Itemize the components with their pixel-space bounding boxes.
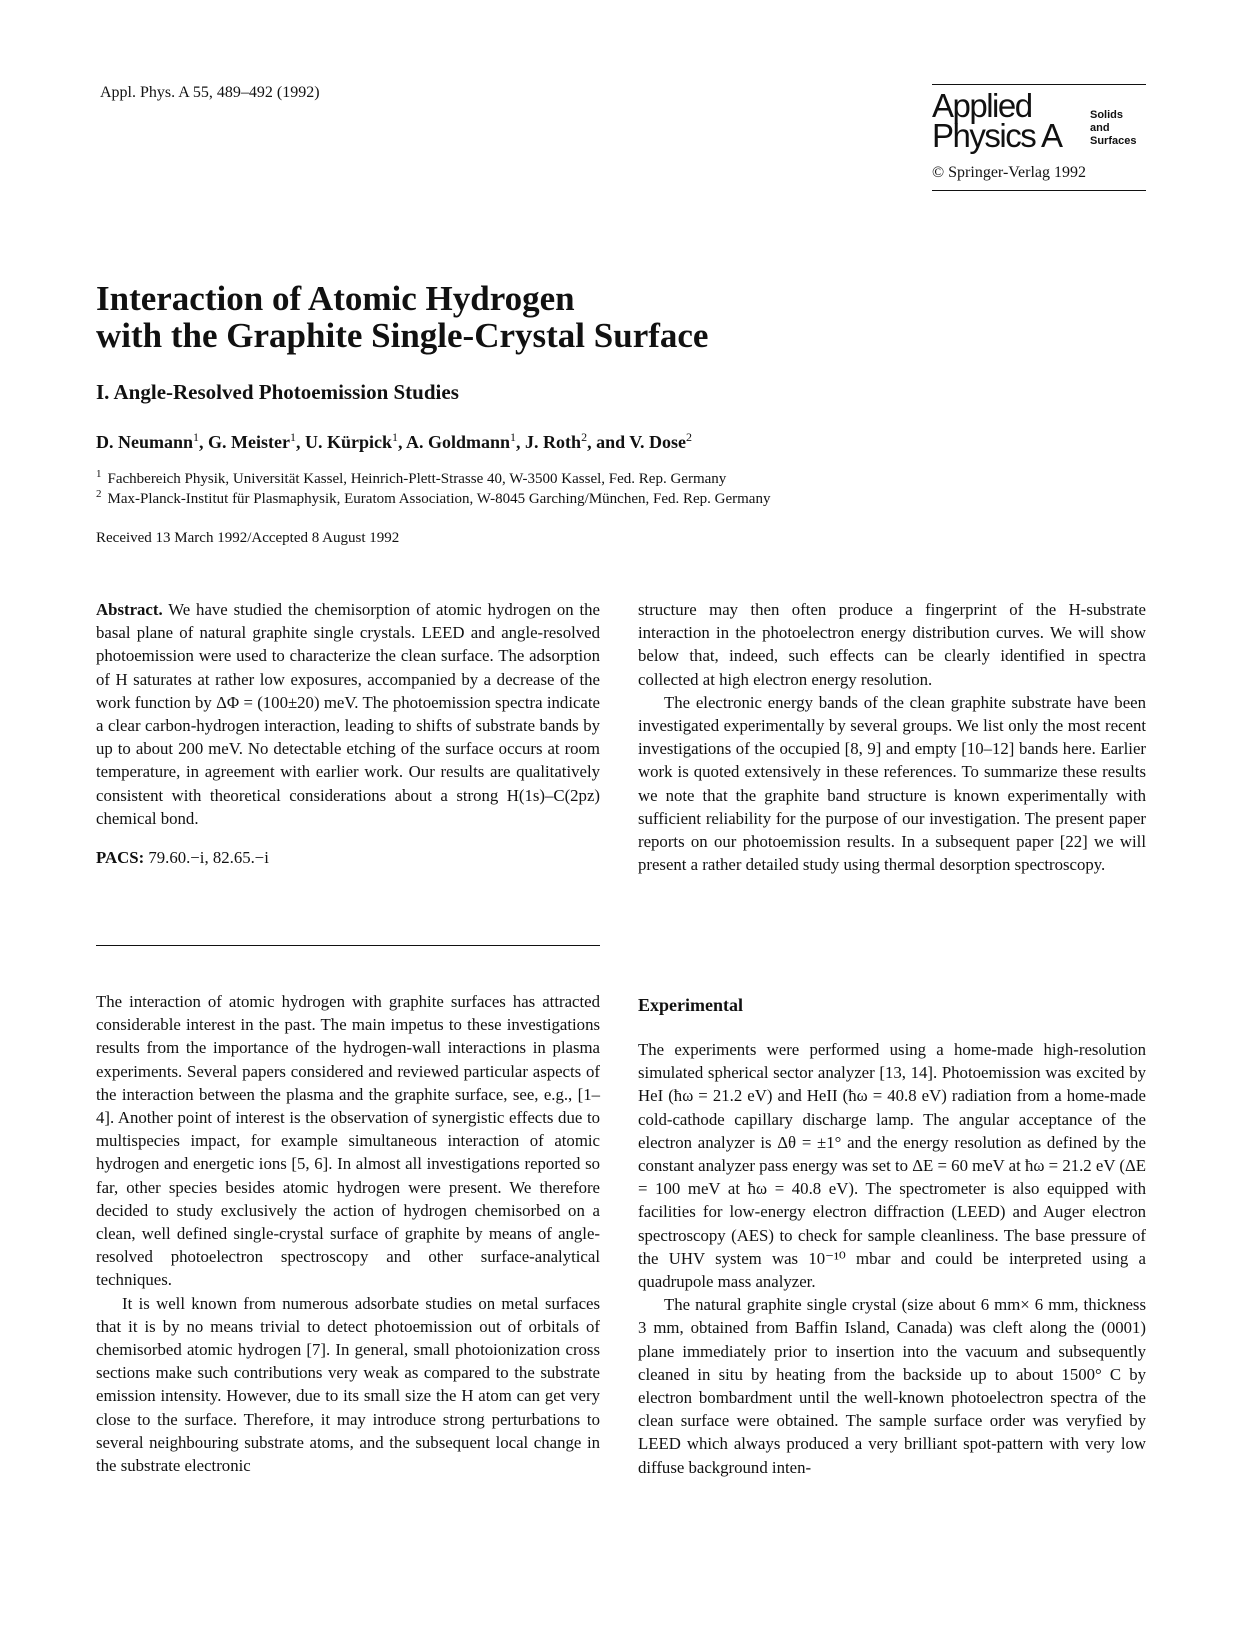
left-body: [96, 990, 600, 1477]
author-sep: ,: [398, 432, 407, 452]
paper-subtitle: I. Angle-Resolved Photoemission Studies: [96, 380, 459, 404]
author-affil-mark: 1: [193, 430, 200, 444]
author-name: A. Goldmann: [406, 432, 511, 452]
logo-rule-top: [932, 84, 1146, 85]
journal-logo-box: [932, 84, 1146, 192]
journal-citation: Appl. Phys. A 55, 489–492 (1992): [100, 84, 320, 101]
received-date: Received 13 March 1992/Accepted 8 August 1992: [96, 530, 400, 546]
body-paragraph: The natural graphite single crystal (size about 6 mm× 6 mm, thickness 3 mm, obtained from Baffin Island, Canada) was cleft along the (0001) plane immediately prior to insertion into the vacuum and subsequently cleaned in situ by heating from the backside up to about 1500° C by electron bombardment until the well-known photoelectron spectra of the clean surface were obtained. The sample surface order was veryfied by LEED which always produced a very brilliant spot-pattern with very low diffuse background inten-: [638, 1295, 1146, 1477]
author-affil-mark: 1: [289, 430, 296, 444]
body-paragraph: It is well known from numerous adsorbate studies on metal surfaces that it is by no means trivial to detect photoemission out of orbitals of chemisorbed atomic hydrogen [7]. In general, small photoionization cross sections make such contributions very weak as compared to the substrate emission intensity. However, due to its small size the H atom can get very close to the surface. Therefore, it may introduce strong perturbations to several neighbouring substrate atoms, and the subsequent local change in the substrate electronic: [96, 1293, 600, 1476]
author-sep: ,: [295, 432, 305, 452]
author-name: G. Meister: [208, 432, 290, 452]
logo-rule-bottom: [932, 190, 1146, 191]
pacs-codes: 79.60.−i, 82.65.−i: [148, 848, 269, 868]
abstract-divider: [96, 945, 600, 946]
abstract-label: Abstract.: [96, 600, 163, 619]
logo-small-solids: Solids: [1090, 109, 1124, 121]
affiliation-text: Fachbereich Physik, Universität Kassel, Heinrich-Plett-Strasse 40, W-3500 Kassel, Fed. Rep. Germany: [107, 471, 727, 487]
affiliation-number: 1: [96, 468, 102, 480]
author-name: V. Dose: [629, 432, 686, 452]
author-name: U. Kürpick: [304, 432, 392, 452]
author-sep: ,: [516, 432, 526, 452]
author-affil-mark: 1: [392, 430, 398, 444]
abstract: [96, 598, 600, 869]
abstract-text: We have studied the chemisorption of atomic hydrogen on the basal plane of natural graphite single crystals. LEED and angle-resolved photoemission were used to characterize the clean surface. The adsorption of H saturates at rather low exposures, accompanied by a decrease of the work function by ΔΦ = (100±20) meV. The photoemission spectra indicate a clear carbon-hydrogen interaction, leading to shifts of substrate bands by up to about 200 meV. No detectable etching of the surface occurs at room temperature, in agreement with earlier work. Our results are qualitatively consistent with theoretical considerations about a strong H(1s)–C(2pz) chemical bond.: [96, 600, 600, 828]
author-list: [96, 430, 692, 453]
logo-physics-a: Physics A: [932, 117, 1062, 154]
right-body-top: [638, 598, 1146, 876]
author-sep: , and: [587, 432, 630, 452]
affiliation-2: [96, 488, 770, 508]
title-line-2: with the Graphite Single-Crystal Surface: [96, 316, 709, 355]
logo-small-and: and: [1090, 122, 1110, 134]
author-name: D. Neumann: [96, 432, 194, 452]
copyright: © Springer-Verlag 1992: [932, 164, 1087, 181]
body-paragraph: structure may then often produce a fingerprint of the H-substrate interaction in the photoelectron energy distribution curves. We will show below that, indeed, such effects can be clearly identified in spectra collected at high electron energy resolution.: [638, 600, 1146, 689]
affiliation-1: [96, 468, 726, 488]
logo-applied: Applied: [932, 87, 1032, 124]
body-paragraph: The interaction of atomic hydrogen with graphite surfaces has attracted considerable interest in the past. The main impetus to these investigations results from the importance of the hydrogen-wall interactions in plasma experiments. Several papers considered and reviewed particular aspects of the interaction between the plasma and the graphite surface, see, e.g., [1–4]. Another point of interest is the observation of synergistic effects due to multispecies impact, for example simultaneous interaction of atomic hydrogen and energetic ions [5, 6]. In almost all investigations reported so far, other species besides atomic hydrogen were present. We therefore decided to study exclusively the action of hydrogen chemisorbed on a clean, well defined single-crystal surface of graphite by means of angle-resolved photoelectron spectroscopy and other surface-analytical techniques.: [96, 992, 600, 1290]
author-affil-mark: 1: [510, 430, 517, 444]
affiliation-text: Max-Planck-Institut für Plasmaphysik, Euratom Association, W-8045 Garching/München, Fed. Rep. Germany: [107, 491, 771, 507]
author-affil-mark: 2: [581, 430, 588, 444]
pacs-label: PACS:: [96, 848, 145, 868]
body-paragraph: The experiments were performed using a home-made high-resolution simulated spherical sector analyzer [13, 14]. Photoemission was excited by HeI (ħω = 21.2 eV) and HeII (ħω = 40.8 eV) radiation from a home-made cold-cathode capillary discharge lamp. The angular acceptance of the electron analyzer is Δθ = ±1° and the energy resolution as defined by the constant analyzer pass energy was set to ΔE = 60 meV at ħω = 21.2 eV (ΔE = 100 meV at ħω = 40.8 eV). The spectrometer is also equipped with facilities for low-energy electron diffraction (LEED) and Auger electron spectroscopy (AES) to check for sample cleanliness. The base pressure of the UHV system was 10⁻¹⁰ mbar and could be interpreted using a quadrupole mass analyzer.: [638, 1040, 1146, 1292]
author-affil-mark: 2: [685, 430, 692, 444]
author-sep: ,: [199, 432, 209, 452]
body-paragraph: The electronic energy bands of the clean graphite substrate have been investigated experimentally by several groups. We list only the most recent investigations of the occupied [8, 9] and empty [10–12] bands here. Earlier work is quoted extensively in these references. To summarize these results we note that the graphite band structure is known experimentally with sufficient reliability for the purpose of our investigation. The present paper reports on our photoemission results. In a subsequent paper [22] we will present a rather detailed study using thermal desorption spectroscopy.: [638, 692, 1146, 875]
paper-title: [96, 280, 856, 354]
logo-small-surfaces: Surfaces: [1090, 135, 1137, 147]
author-name: J. Roth: [525, 432, 582, 452]
section-heading-experimental: Experimental: [638, 995, 743, 1015]
title-line-1: Interaction of Atomic Hydrogen: [96, 279, 575, 318]
right-body-experimental: [638, 1038, 1146, 1479]
affiliation-number: 2: [96, 488, 102, 500]
